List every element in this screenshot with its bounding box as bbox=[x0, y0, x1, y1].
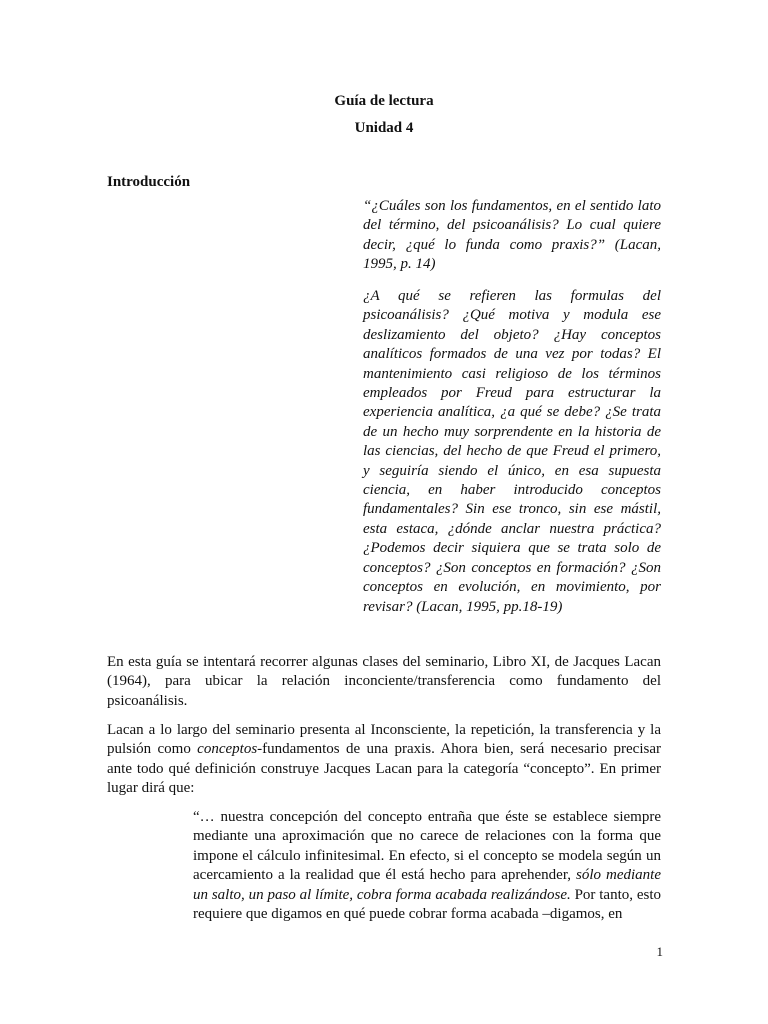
epigraph-quote-2: ¿A qué se refieren las formulas del psicoanálisis? ¿Qué motiva y modula ese deslizamiento del objeto? ¿Hay conceptos analíticos formados de una vez por todas? El mantenimiento casi religioso de los términos empleados por Freud para estructurar la experiencia analítica, ¿a qué se debe? ¿Se trata de un hecho muy sorprendente en la historia de las ciencias, del hecho de que Freud el primero, y seguiría siendo el único, en esa supuesta ciencia, en haber introducido conceptos fundamentales? Sin ese tronco, sin ese mástil, esta estaca, ¿dónde anclar nuestra práctica? ¿Podemos decir siquiera que se trata solo de conceptos? ¿Son conceptos en formación? ¿Son conceptos en evolución, en movimiento, por revisar? (Lacan, 1995, pp.18-19) bbox=[363, 288, 661, 615]
page-number: 1 bbox=[656, 944, 663, 959]
block-quote bbox=[193, 808, 661, 924]
unit-title: Unidad 4 bbox=[354, 120, 414, 136]
quote-text-segment: Por tanto, esto requiere que digamos en qué puede cobrar forma acabada –digamos, en bbox=[193, 886, 661, 923]
section-heading: Introducción bbox=[107, 174, 191, 190]
document-title: Guía de lectura bbox=[334, 93, 434, 109]
quote-text-segment: “… nuestra concepción del concepto entraña que éste se establece siempre mediante una aproximación que no carece de relaciones con la forma que impone el cálculo infinitesimal. En efecto, si el concepto se modela según un acercamiento a la realidad que él está hecho para aprehender, bbox=[193, 809, 661, 884]
body-paragraph-2 bbox=[107, 721, 661, 798]
quote-italic-segment: sólo mediante un salto, un paso al límite, cobra forma acabada realizándose. bbox=[193, 867, 661, 903]
paragraph-text-segment: Lacan a lo largo del seminario presenta al Inconsciente, la repetición, la transferencia y la pulsión como bbox=[107, 722, 661, 758]
paragraph-text-segment: -fundamentos de una praxis. Ahora bien, será necesario precisar ante todo qué definición construye Jacques Lacan para la categoría “concepto”. En primer lugar dirá que: bbox=[107, 741, 661, 796]
body-paragraph-1: En esta guía se intentará recorrer algunas clases del seminario, Libro XI, de Jacques Lacan (1964), para ubicar la relación inconciente/transferencia como fundamento del psicoanálisis. bbox=[107, 654, 661, 709]
italic-term: conceptos bbox=[197, 741, 258, 758]
epigraph-quote-1: “¿Cuáles son los fundamentos, en el sentido lato del término, del psicoanálisis? Lo cual quiere decir, ¿qué lo funda como praxis?” (Lacan, 1995, p. 14) bbox=[363, 198, 661, 273]
